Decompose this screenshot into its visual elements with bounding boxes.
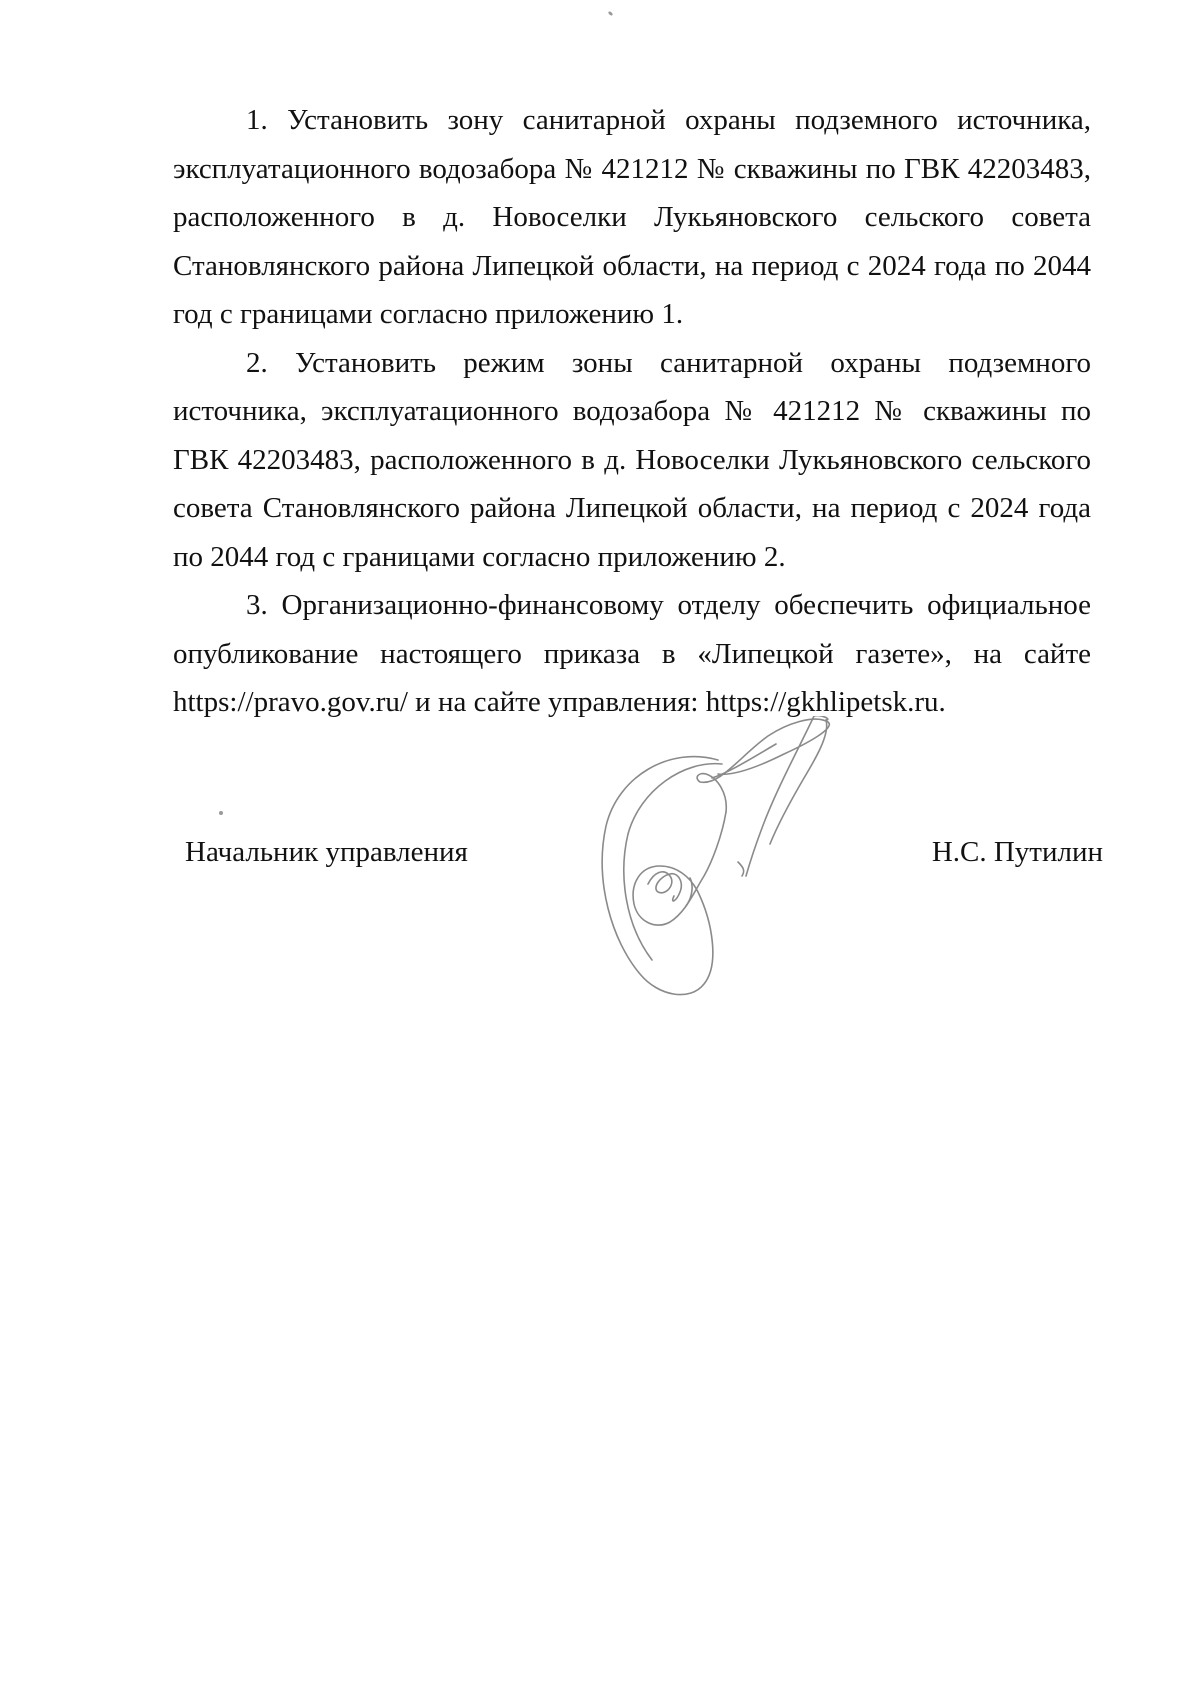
scan-speck	[219, 811, 223, 815]
signatory-position: Начальник управления	[185, 836, 468, 868]
paragraph-1: 1. Установить зону санитарной охраны подземного источника, эксплуатационного водозабора № 421212 № скважины по ГВК 42203483, расположенного в д. Новоселки Лукьяновского сельского совета Становлянского района Липецкой области, на период с 2024 года по 2044 год с границами согласно приложению 1.	[173, 104, 1091, 330]
paragraph-2: 2. Установить режим зоны санитарной охраны подземного источника, эксплуатационного водозабора № 421212 № скважины по ГВК 42203483, расположенного в д. Новоселки Лукьяновского сельского совета Становлянского района Липецкой области, на период с 2024 года по 2044 год с границами согласно приложению 2.	[173, 346, 1091, 573]
signatory-name: Н.С. Путилин	[931, 836, 1103, 868]
handwritten-signature	[600, 716, 860, 1006]
paragraph-3: 3. Организационно-финансовому отделу обеспечить официальное опубликование настоящего приказа в «Липецкой газете», на сайте https://pravo.gov.ru/ и на сайте управления: https://gkhlipetsk.ru.	[173, 589, 1091, 718]
